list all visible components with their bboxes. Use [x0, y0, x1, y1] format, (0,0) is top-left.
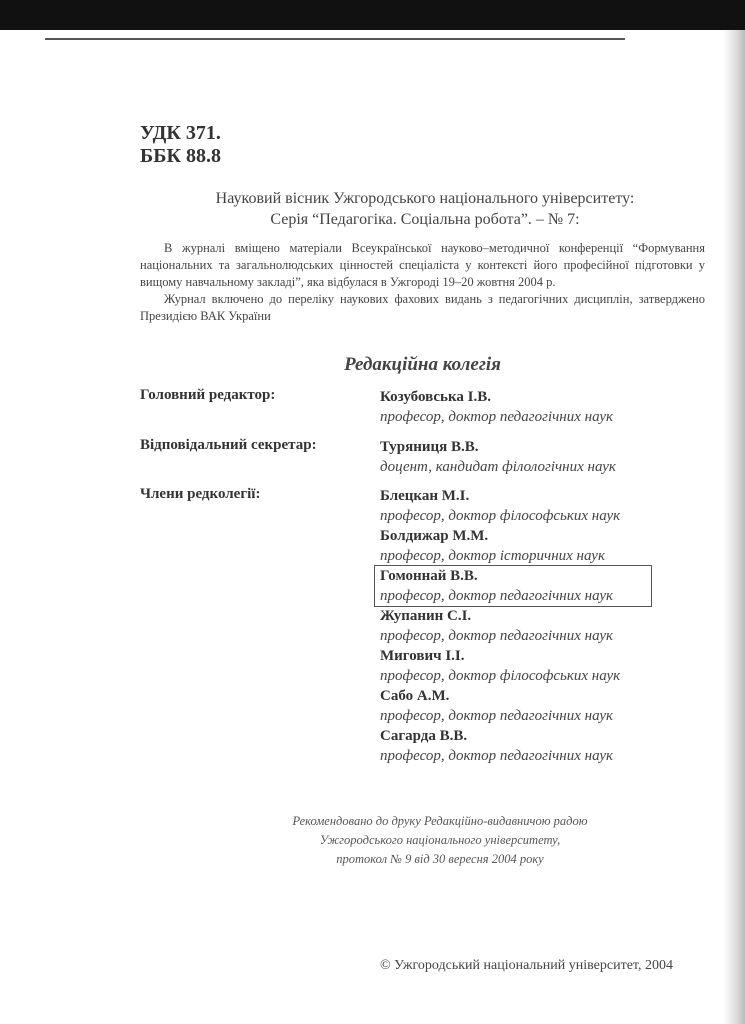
description-paragraph: Журнал включено до переліку наукових фахових видань з педагогічних дисциплін, затверджено Президією ВАК України	[140, 292, 705, 323]
recommendation	[270, 812, 610, 869]
journal-title-line-1: Науковий вісник Ужгородського національного університету:	[215, 190, 635, 207]
recommendation-line: протокол № 9 від 30 вересня 2004 року	[336, 852, 544, 866]
member-name: Туряниця В.В.	[380, 439, 479, 455]
member-name: Гомоннай В.В.	[380, 568, 478, 584]
member-name: Блецкан М.І.	[380, 488, 470, 504]
member-role: професор, доктор педагогічних наук	[380, 628, 614, 644]
member-name: Сагарда В.В.	[380, 728, 468, 744]
member-role: професор, доктор педагогічних наук	[380, 409, 614, 425]
member-name: Мигович І.І.	[380, 648, 465, 664]
member-name: Сабо А.М.	[380, 688, 450, 704]
description-paragraph: В журналі вміщено матеріали Всеукраїнської науково–методичної конференції “Формування національних та загальнолюдських цінностей спеціаліста у контексті його професійної підготовки у вищому навчальному закладі”, яка відбулася в Ужгороді 19–20 жовтня 2004 р.	[140, 241, 705, 289]
board-heading: Редакційна колегія	[344, 354, 501, 375]
highlight-box	[374, 565, 652, 607]
members-list	[380, 486, 680, 766]
member-role: професор, доктор педагогічних наук	[380, 748, 614, 764]
recommendation-line: Ужгородського національного університету,	[319, 833, 561, 847]
classification-codes	[140, 122, 221, 168]
member-role: професор, доктор педагогічних наук	[380, 708, 614, 724]
copyright: © Ужгородський національний університет, 2004	[380, 958, 673, 973]
chief-label: Головний редактор:	[140, 387, 276, 403]
member-name: Козубовська І.В.	[380, 389, 491, 405]
chief-entry	[380, 387, 680, 427]
member-role: професор, доктор педагогічних наук	[380, 588, 614, 604]
udk-code: УДК 371.	[140, 122, 221, 144]
description	[140, 240, 705, 325]
secretary-label: Відповідальний секретар:	[140, 437, 317, 453]
member-role: професор, доктор історичних наук	[380, 548, 605, 564]
scan-top-edge	[0, 0, 745, 30]
secretary-entry	[380, 437, 680, 477]
member-role: професор, доктор філософських наук	[380, 668, 621, 684]
journal-title-line-2: Серія “Педагогіка. Соціальна робота”. – № 7:	[270, 211, 580, 228]
scan-right-edge	[723, 30, 745, 1024]
bbk-code: ББК 88.8	[140, 145, 221, 167]
member-name: Жупанин С.І.	[380, 608, 472, 624]
member-role: професор, доктор філософських наук	[380, 508, 621, 524]
scan-line	[45, 38, 625, 40]
members-label: Члени редколегії:	[140, 486, 261, 502]
member-role: доцент, кандидат філологічних наук	[380, 459, 616, 475]
recommendation-line: Рекомендовано до друку Редакційно-видавничою радою	[292, 814, 588, 828]
member-name: Болдижар М.М.	[380, 528, 489, 544]
